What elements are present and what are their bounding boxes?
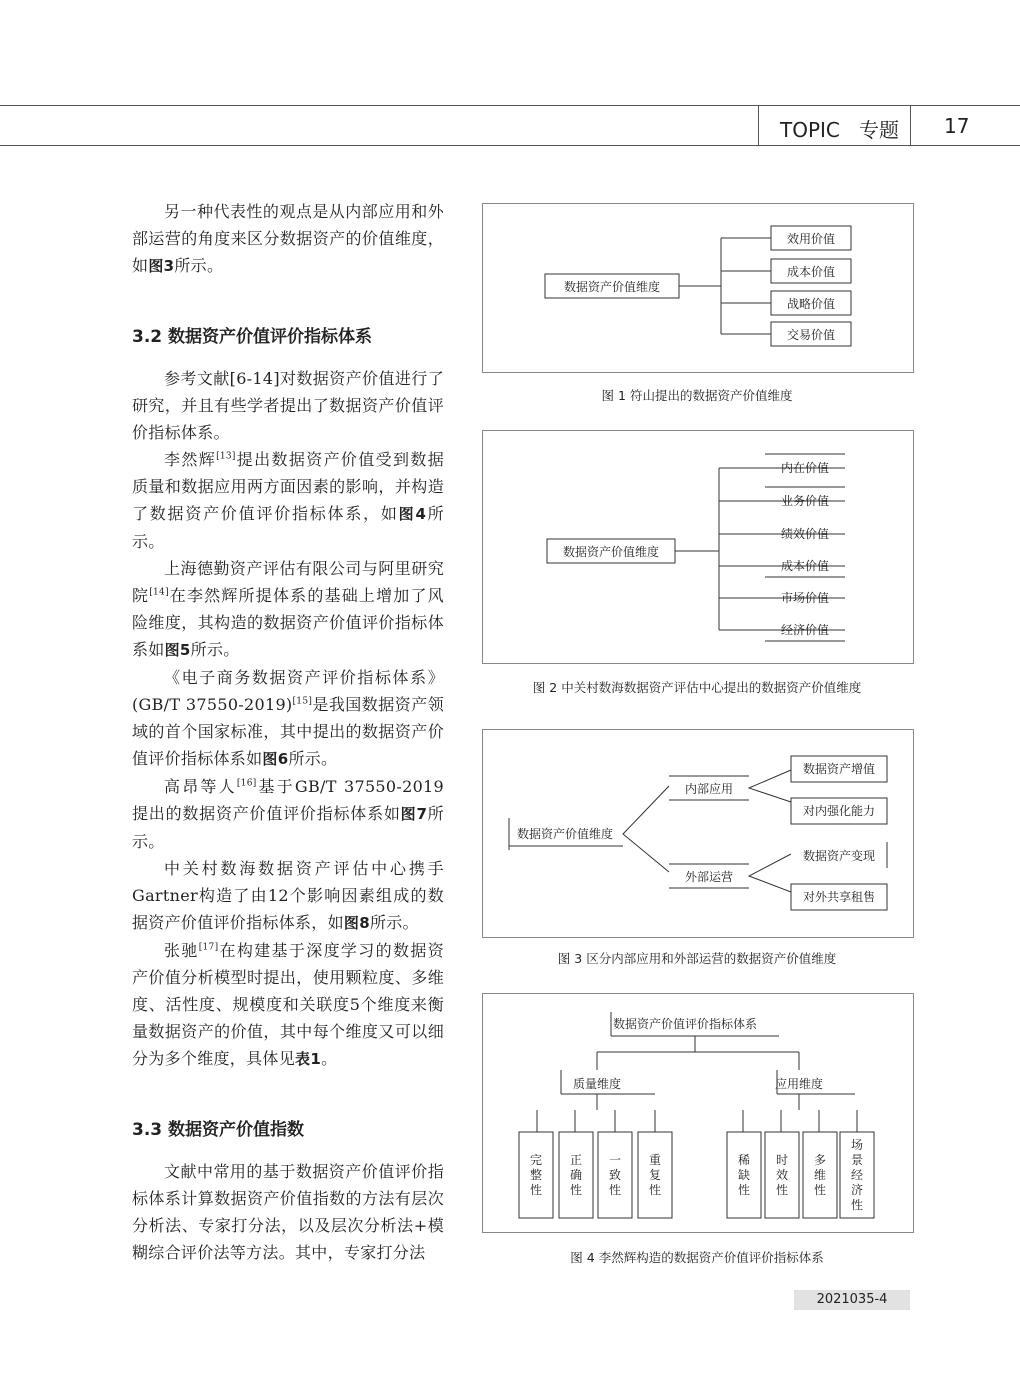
header-topic: TOPIC 专题 xyxy=(780,118,899,142)
paragraph: 《电子商务数据资产评价指标体系》(GB/T 37550-2019)[15]是我国数据资产领域的首个国家标准，其中提出的数据资产价值评价指标体系如图6所示。 xyxy=(132,668,445,768)
header-divider xyxy=(910,105,911,145)
fig4-mid-label: 应用维度 xyxy=(774,1077,824,1091)
fig3-leaf-label: 对内强化能力 xyxy=(802,804,876,818)
fig4-leaf-label: 重复性 xyxy=(648,1153,662,1197)
fig2-item-label: 内在价值 xyxy=(780,461,830,475)
header-divider xyxy=(758,105,759,145)
fig3-mid-label: 内部应用 xyxy=(684,782,734,796)
figure-3 xyxy=(482,729,914,938)
fig1-item-label: 效用价值 xyxy=(786,232,836,246)
fig4-leaf-label: 多维性 xyxy=(813,1153,827,1197)
fig3-mid-label: 外部运营 xyxy=(684,870,734,884)
paragraph: 上海德勤资产评估有限公司与阿里研究院[14]在李然辉所提体系的基础上增加了风险维度，其构造的数据资产价值评价指标体系如图5所示。 xyxy=(132,559,444,659)
figure-3-caption: 图 3 区分内部应用和外部运营的数据资产价值维度 xyxy=(557,951,837,966)
fig1-item-label: 战略价值 xyxy=(786,297,836,311)
paragraph: 张驰[17]在构建基于深度学习的数据资产价值分析模型时提出，使用颗粒度、多维度、活性度、规模度和关联度5个维度来衡量数据资产的价值，其中每个维度又可以细分为多个维度，具体见表1。 xyxy=(132,941,444,1068)
fig2-item-label: 业务价值 xyxy=(780,494,830,508)
paragraph: 另一种代表性的观点是从内部应用和外部运营的角度来区分数据资产的价值维度，如图3所示。 xyxy=(132,202,444,275)
header-bottom-rule xyxy=(0,145,1020,146)
paragraph: 高昂等人[16]基于GB/T 37550-2019提出的数据资产价值评价指标体系如图7所示。 xyxy=(132,777,445,851)
fig1-root-label: 数据资产价值维度 xyxy=(563,280,661,294)
fig4-leaf-label: 一致性 xyxy=(608,1153,622,1197)
paragraph: 文献中常用的基于数据资产价值评价指标体系计算数据资产价值指数的方法有层次分析法、专家打分法，以及层次分析法+模糊综合评价法等方法。其中，专家打分法 xyxy=(132,1162,444,1262)
fig4-root-label: 数据资产价值评价指标体系 xyxy=(612,1017,758,1031)
fig1-item-label: 成本价值 xyxy=(786,265,836,279)
paragraph: 中关村数海数据资产评估中心携手Gartner构造了由12个影响因素组成的数据资产价值评价指标体系，如图8所示。 xyxy=(132,859,444,932)
text-column xyxy=(132,198,444,1266)
paragraph: 李然辉[13]提出数据资产价值受到数据质量和数据应用两方面因素的影响，并构造了数据资产价值评价指标体系，如图4所示。 xyxy=(132,450,444,551)
document-code: 2021035-4 xyxy=(794,1290,910,1310)
fig4-leaf-label: 场景经济性 xyxy=(850,1138,864,1212)
section-heading: 3.3 数据资产价值指数 xyxy=(132,1120,305,1140)
header-top-rule xyxy=(0,105,1020,106)
fig4-leaf-label: 稀缺性 xyxy=(737,1153,751,1197)
fig3-leaf-label: 对外共享租售 xyxy=(802,890,876,904)
figure-1-caption: 图 1 符山提出的数据资产价值维度 xyxy=(601,388,793,403)
fig2-item-label: 市场价值 xyxy=(780,591,830,605)
fig2-item-label: 经济价值 xyxy=(780,623,830,637)
fig2-root-label: 数据资产价值维度 xyxy=(562,545,660,559)
fig2-item-label: 成本价值 xyxy=(780,559,830,573)
fig4-leaf-group xyxy=(530,1137,863,1212)
paragraph: 参考文献[6-14]对数据资产价值进行了研究，并且有些学者提出了数据资产价值评价指标体系。 xyxy=(132,369,444,442)
fig4-mid-label: 质量维度 xyxy=(572,1077,622,1091)
figure-2-caption: 图 2 中关村数海数据资产评估中心提出的数据资产价值维度 xyxy=(532,680,862,695)
fig1-item-label: 交易价值 xyxy=(786,328,836,342)
figure-1 xyxy=(482,203,914,373)
page-number: 17 xyxy=(944,114,970,138)
section-heading: 3.2 数据资产价值评价指标体系 xyxy=(132,327,373,347)
figure-4-caption: 图 4 李然辉构造的数据资产价值评价指标体系 xyxy=(570,1250,824,1265)
fig3-leaf-label: 数据资产增值 xyxy=(802,762,876,776)
fig2-item-label: 绩效价值 xyxy=(780,527,830,541)
fig4-leaf-label: 正确性 xyxy=(569,1153,583,1197)
figure-4 xyxy=(482,993,914,1233)
figure-2 xyxy=(482,430,914,664)
fig4-leaf-label: 时效性 xyxy=(775,1153,789,1197)
fig3-leaf-label: 数据资产变现 xyxy=(802,849,876,863)
fig4-leaf-label: 完整性 xyxy=(529,1153,543,1197)
fig3-root-label: 数据资产价值维度 xyxy=(516,827,614,841)
